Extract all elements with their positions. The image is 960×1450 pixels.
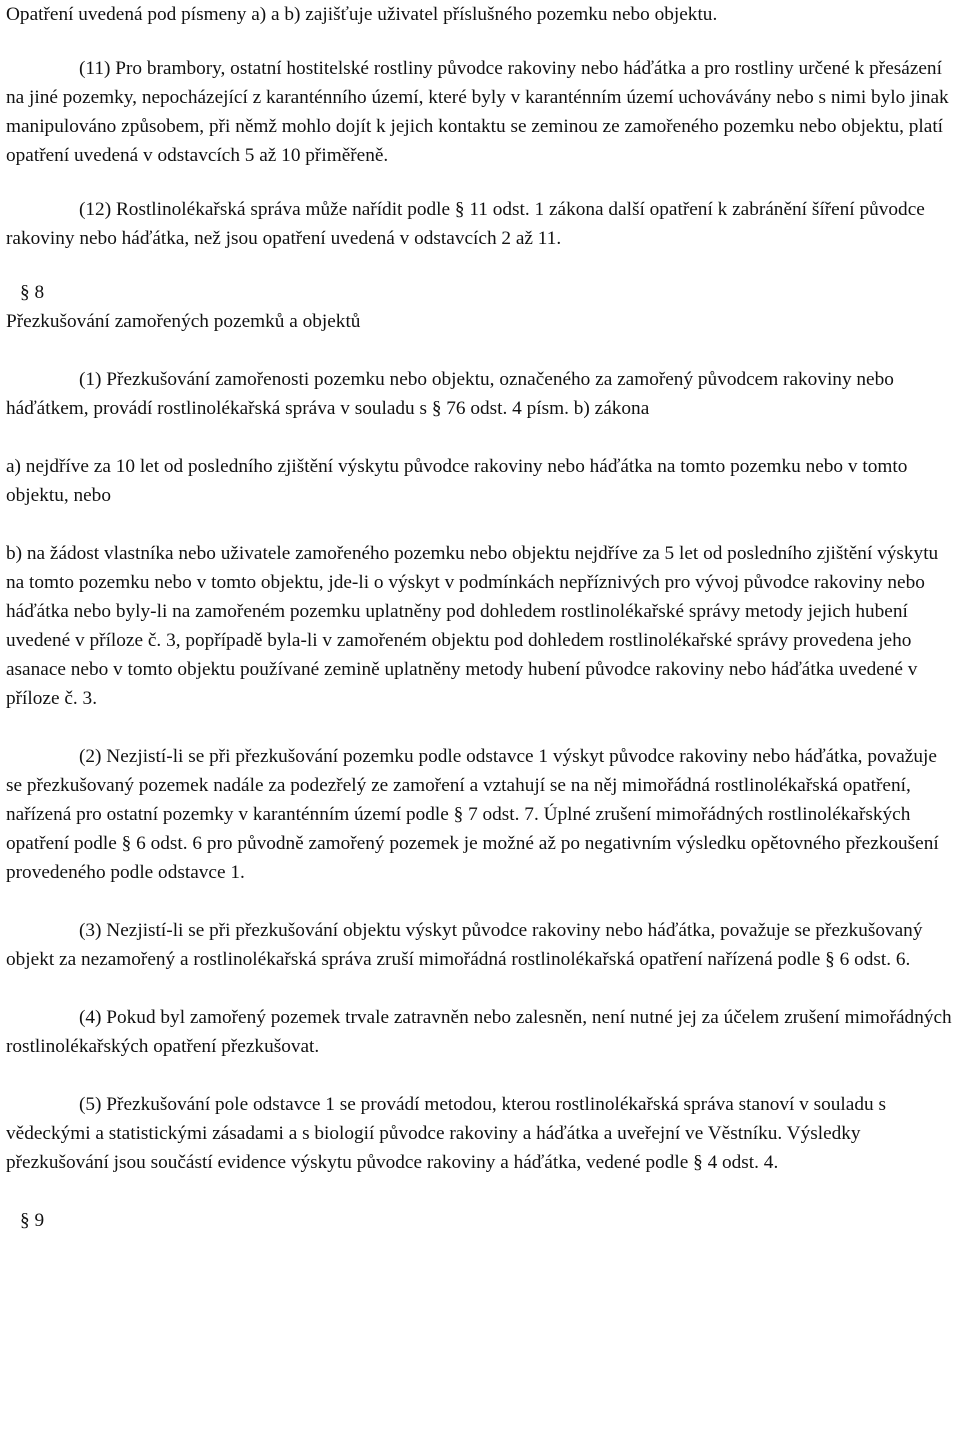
paragraph-measures-ab: Opatření uvedená pod písmeny a) a b) zajišťuje uživatel příslušného pozemku nebo objektu.	[6, 4, 718, 25]
section-8-paragraph-4: (4) Pokud byl zamořený pozemek trvale zatravněn nebo zalesněn, není nutné jej za účelem zrušení mimořádných rostlinolékařských opatření přezkušovat.	[6, 1007, 952, 1057]
section-8-paragraph-1: (1) Přezkušování zamořenosti pozemku nebo objektu, označeného za zamořený původcem rakoviny nebo háďátkem, provádí rostlinolékařská správa v souladu s § 76 odst. 4 písm. b) zákona	[6, 369, 894, 419]
section-9-number: § 9	[20, 1210, 45, 1231]
section-8-item-a: a) nejdříve za 10 let od posledního zjištění výskytu původce rakoviny nebo háďátka na tomto pozemku nebo v tomto objektu, nebo	[6, 456, 908, 506]
section-8-paragraph-3: (3) Nezjistí-li se při přezkušování objektu výskyt původce rakoviny nebo háďátka, považuje se přezkušovaný objekt za nezamořený a rostlinolékařská správa zruší mimořádná rostlinolékařská opatření nařízená podle § 6 odst. 6.	[6, 920, 923, 970]
section-8-paragraph-2: (2) Nezjistí-li se při přezkušování pozemku podle odstavce 1 výskyt původce rakoviny nebo háďátka, považuje se přezkušovaný pozemek nadále za podezřelý ze zamoření a vztahují se na něj mimořádná rostlinolékařská opatření, nařízená pro ostatní pozemky v karanténním území podle § 7 odst. 7. Úplné zrušení mimořádných rostlinolékařských opatření podle § 6 odst. 6 pro původně zamořený pozemek je možné až po negativním výsledku opětovného přezkoušení provedeného podle odstavce 1.	[6, 746, 939, 883]
paragraph-11: (11) Pro brambory, ostatní hostitelské rostliny původce rakoviny nebo háďátka a pro rostliny určené k přesázení na jiné pozemky, nepocházející z karanténního území, které byly v karanténním území uchovávány nebo s nimi bylo jinak manipulováno způsobem, při němž mohlo dojít k jejich kontaktu se zeminou ze zamořeného pozemku nebo objektu, platí opatření uvedená v odstavcích 5 až 10 přiměřeně.	[6, 58, 949, 166]
section-8-number: § 8	[20, 282, 45, 303]
paragraph-12: (12) Rostlinolékařská správa může nařídit podle § 11 odst. 1 zákona další opatření k zabránění šíření původce rakoviny nebo háďátka, než jsou opatření uvedená v odstavcích 2 až 11.	[6, 199, 925, 249]
document-page	[6, 0, 956, 1235]
section-8-paragraph-5: (5) Přezkušování pole odstavce 1 se provádí metodou, kterou rostlinolékařská správa stanoví v souladu s vědeckými a statistickými zásadami a s biologií původce rakoviny a háďátka a uveřejní ve Věstníku. Výsledky přezkušování jsou součástí evidence výskytu původce rakoviny a háďátka, vedené podle § 4 odst. 4.	[6, 1094, 886, 1173]
section-8-item-b: b) na žádost vlastníka nebo uživatele zamořeného pozemku nebo objektu nejdříve za 5 let od posledního zjištění výskytu na tomto pozemku nebo v tomto objektu, jde-li o výskyt v podmínkách nepříznivých pro vývoj původce rakoviny nebo háďátka nebo byly-li na zamořeném pozemku uplatněny pod dohledem rostlinolékařské správy metody jejich hubení uvedené v příloze č. 3, popřípadě byla-li v zamořeném objektu pod dohledem rostlinolékařské správy provedena jeho asanace nebo v tomto objektu používané zemině uplatněny metody hubení původce rakoviny nebo háďátka uvedené v příloze č. 3.	[6, 543, 939, 709]
section-8-title: Přezkušování zamořených pozemků a objektů	[6, 311, 361, 332]
